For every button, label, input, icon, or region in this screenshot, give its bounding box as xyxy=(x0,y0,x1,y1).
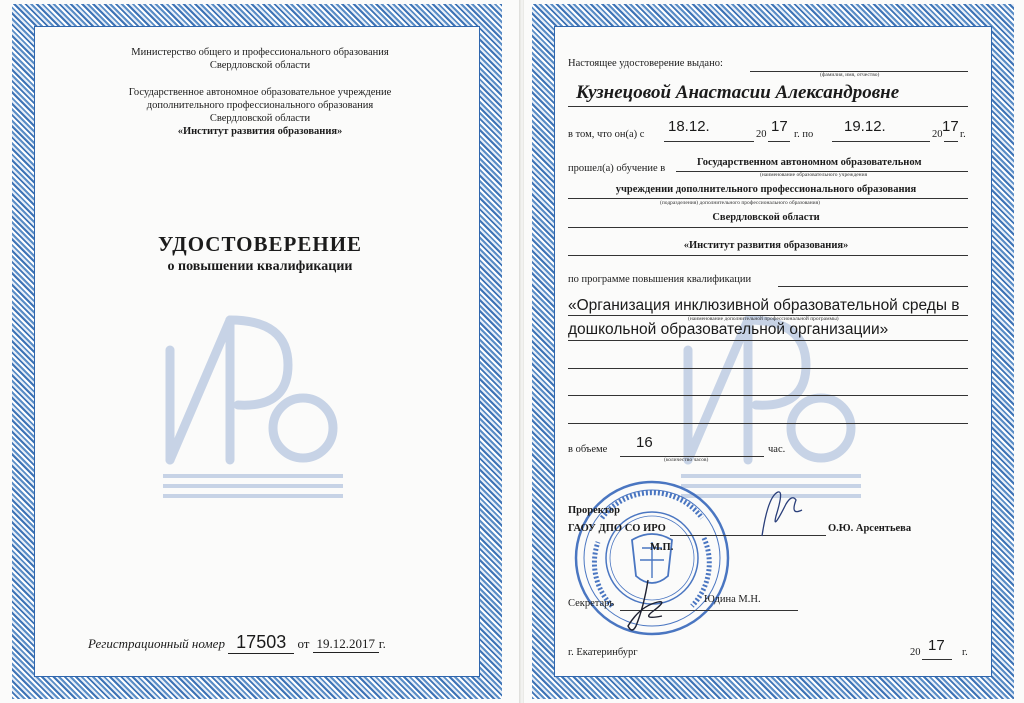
organization-rule-2 xyxy=(568,198,968,199)
seal-mark: М.П. xyxy=(650,542,674,553)
organization-hint-2: (подразделения) дополнительного профессионального образования) xyxy=(660,200,820,206)
year-from-prefix: 20 xyxy=(756,129,767,140)
program-title-line-2: дошкольной образовательной организации» xyxy=(568,321,889,338)
signer-signature xyxy=(756,486,806,542)
program-hint: (наименование дополнительной профессиональной программы) xyxy=(688,316,839,322)
secretary-label: Секретарь xyxy=(568,598,615,609)
program-label: по программе повышения квалификации xyxy=(568,274,752,285)
year-from: 17 xyxy=(771,118,788,135)
organization-line-2: учреждении дополнительного профессионального образования xyxy=(615,184,917,195)
registration-number: 17503 xyxy=(228,632,294,654)
program-rule-4 xyxy=(568,395,968,396)
signer-title-2: ГАОУ ДПО СО ИРО xyxy=(568,523,666,534)
document-subtitle: о повышении квалификации xyxy=(167,259,353,274)
registration-date: 19.12.2017 xyxy=(313,636,379,653)
ministry-heading xyxy=(60,46,460,72)
institution-line: Свердловской области xyxy=(209,113,311,124)
recipient-name: Кузнецовой Анастасии Александровне xyxy=(576,82,900,103)
volume-label: в объеме xyxy=(568,444,608,455)
date-to: 19.12. xyxy=(844,118,886,135)
hours-value: 16 xyxy=(636,434,653,451)
period-mid: г. по xyxy=(794,129,814,140)
date-from-line xyxy=(664,141,754,142)
issued-label: Настоящее удостоверение выдано: xyxy=(568,58,723,69)
organization-rule-3 xyxy=(568,227,968,228)
organization-rule-4 xyxy=(568,255,968,256)
organization-line-1: Государственном автономном образовательном xyxy=(697,157,922,168)
year-to: 17 xyxy=(942,118,959,135)
year-from-line xyxy=(768,141,790,142)
institution-name: «Институт развития образования» xyxy=(177,126,343,137)
organization-hint-1: (наименование образовательного учреждения xyxy=(760,172,868,178)
city: г. Екатеринбург xyxy=(568,647,638,658)
document-title: УДОСТОВЕРЕНИЕ xyxy=(157,232,363,256)
ministry-line: Свердловской области xyxy=(209,60,311,71)
signer-title-1: Проректор xyxy=(568,505,620,516)
secretary-name: Юдина М.Н. xyxy=(704,594,761,605)
hours-unit: час. xyxy=(768,444,786,455)
issued-hint: (фамилия, имя, отчество) xyxy=(820,72,880,78)
program-rule-5 xyxy=(568,423,968,424)
secretary-signature xyxy=(618,576,678,636)
recipient-line xyxy=(568,106,968,107)
year-to-line xyxy=(944,141,958,142)
registration-suffix: г. xyxy=(378,636,386,651)
program-title-line-1: «Организация инклюзивной образовательной среды в xyxy=(568,297,960,314)
organization-line-4: «Институт развития образования» xyxy=(683,240,849,251)
issue-year-line xyxy=(922,659,952,660)
registration-row xyxy=(88,632,386,654)
hours-hint: (количество часов) xyxy=(664,457,709,463)
issue-year-suffix: г. xyxy=(962,647,968,658)
issue-year: 17 xyxy=(928,637,945,654)
registration-label: Регистрационный номер xyxy=(88,636,225,651)
ministry-line: Министерство общего и профессионального образования xyxy=(131,47,389,58)
registration-from: от xyxy=(297,636,310,651)
program-rule-2 xyxy=(568,340,968,341)
iro-watermark-logo xyxy=(158,300,348,510)
signer-name: О.Ю. Арсентьева xyxy=(828,523,912,534)
period-prefix: в том, что он(а) с xyxy=(568,129,645,140)
year-to-prefix: 20 xyxy=(932,129,943,140)
institution-heading xyxy=(60,86,460,138)
organization-line-3: Свердловской области xyxy=(712,212,820,223)
date-from: 18.12. xyxy=(668,118,710,135)
program-label-line xyxy=(778,286,968,287)
institution-line: дополнительного профессионального образования xyxy=(146,100,374,111)
issue-year-prefix: 20 xyxy=(910,647,921,658)
program-rule-3 xyxy=(568,368,968,369)
trained-label: прошел(а) обучение в xyxy=(568,163,666,174)
date-to-line xyxy=(832,141,930,142)
institution-line: Государственное автономное образовательное учреждение xyxy=(128,87,392,98)
period-suffix: г. xyxy=(960,129,966,140)
